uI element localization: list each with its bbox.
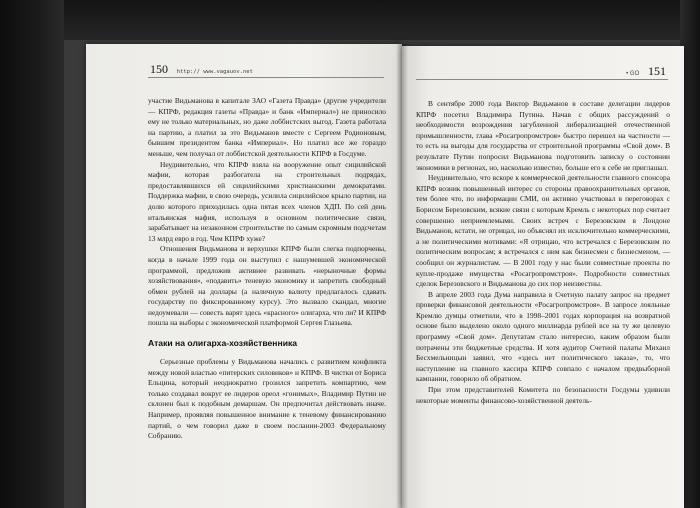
left-page-text <box>148 96 386 442</box>
book-gutter <box>396 44 408 508</box>
background-left <box>0 0 64 508</box>
right-page <box>402 46 684 508</box>
section-heading: Атаки на олигарха-хозяйственника <box>148 338 298 349</box>
left-page-url: http:// www.vagauov.net <box>176 69 253 75</box>
left-header-rule <box>148 77 384 78</box>
paragraph: Неудивительно, что вскоре к коммерческой деятельности главного спонсора КПРФ возник повышенный интерес со стороны правоохранительных органов, тем более что, по информации СМИ, он активно участвовал в переговорах с Борисом Березовским, всякие связи с которым Кремль с некоторых пор считает совершенно неприемлемыми. Своих встреч с Березовским в Лондоне Видьманов, кстати, не отрицал, но объяснял их исключительно коммерческими, а не политическими мотивами: «Я отрицаю, что встречался с Березовским по политическим вопросам; я встречался с ним как бизнесмен с бизнесменом, — сообщил он журналистам. — В 2001 году у нас были совместные проекты по купле-продаже имущества «Росагропромстроя». Подробности совместных сделок Березовского и Видьманова до сих пор неизвестны. <box>416 173 670 289</box>
right-head-mark: • GO <box>626 71 640 77</box>
right-header-rule <box>416 79 668 80</box>
left-page <box>86 44 402 508</box>
background-top <box>0 0 700 40</box>
paragraph: В апреле 2003 года Дума направила в Счетную палату запрос на предмет проверки финансовой деятельности «Росагропромстроя». В запросе лояльные Кремлю думцы отметили, что в 1998–2001 годах корпорация на возвратной основе было выделено около одного миллиарда рублей все на ту же целевую программу «Свой дом». Депутатам стало интересно, каким образом были потрачены эти бюджетные средства. И хотя аудитор Счетной палаты Михаил Бесхмельницын заявил, что «здесь нет политического заказа», то, что наступление на главного кассира КПРФ совпало с началом предвыборной кампании, говорило об обратном. <box>416 289 670 384</box>
paragraph: участие Видьманова в капитале ЗАО «Газета Правда» (другие учредители — КПРФ, редакция газеты «Правда» и банк «Империал») не приносило ему не только материальных, но даже лоббистских выгод. Газета работала на партию, а платил за это Видьманов вместе с Сергеем Родионовым, бывшим президентом банка «Империал». Но платил все же гораздо меньше, чем получал от лоббистской деятельности КПРФ в Госдуме. <box>148 96 386 158</box>
right-page-number: 151 <box>648 64 666 78</box>
paragraph: При этом представителей Комитета по безопасности Госдумы удивили некоторые моменты финансово-хозяйственной деятель- <box>416 385 670 405</box>
left-page-number: 150 <box>150 62 168 76</box>
left-running-head <box>150 62 253 77</box>
paragraph: Отношения Видьманова и верхушки КПРФ были слегка подпорчены, когда в начале 1999 года он выступил с нашумевшей экономической программой, предложив активнее развивать «нерыночные формы хозяйствования», «подавить» теневую экономику и запретить свободный обмен рублей на доллары (а наличную валюту предлагалось сдавать государству по фиксированному курсу). Это вызвало скандал, многие недоумевали — совесть варят здесь «красного» олигарха, что ли? И КПРФ пошла на выборы с экономической платформой Сергея Глазьева. <box>148 244 386 328</box>
right-page-text <box>416 99 670 406</box>
right-running-head <box>626 64 666 79</box>
paragraph: В сентябре 2000 года Виктор Видьманов в составе делегации лидеров КПРФ посетил Владимира Путина. Начав с общих рассуждений о необходимости возрождения загубленной либерализацией отечественной промышленности, глава «Росагропромстроя» быстро перешел на частности — то есть на выгоды для государства от строительной программы «Свой дом». В результате Путин попросил Видьманова подготовить записку о состоянии экономики в регионах, но, насколько известно, больше его к себе не приглашал. <box>416 99 670 172</box>
paragraph: Неудивительно, что КПРФ взяла на вооружение опыт сицилийской мафии, которая разбогатела на строительных подрядах, предоставлявшихся ей сицилийскими христианскими демократами. Поддержка мафии, в свою очередь, усилила сицилийское крыло партии, на долю которого приходилась одна пятая всех членов ХДП. По сей день итальянская мафия, используя в основном политические связи, зарабатывает на незаконном строительстве по самым скромным подсчетам 13 млрд евро в год. Чем КПРФ хуже? <box>148 159 386 243</box>
paragraph: Серьезные проблемы у Видьманова начались с развитием конфликта между новой властью «питерских силовиков» и КПРФ. В чистки от Бориса Ельцина, который неоднократно грозился запретить компартию, чем только создавал вокруг ее лидеров ореол «гонимых», Владимир Путин не склонен был к подобным демаршам. Он предпочитал действовать иначе. Например, проявляя повышенное внимание к теневому финансированию партий, о чем говорил даже в своем послании-2003 Федеральному Собранию. <box>148 357 386 441</box>
